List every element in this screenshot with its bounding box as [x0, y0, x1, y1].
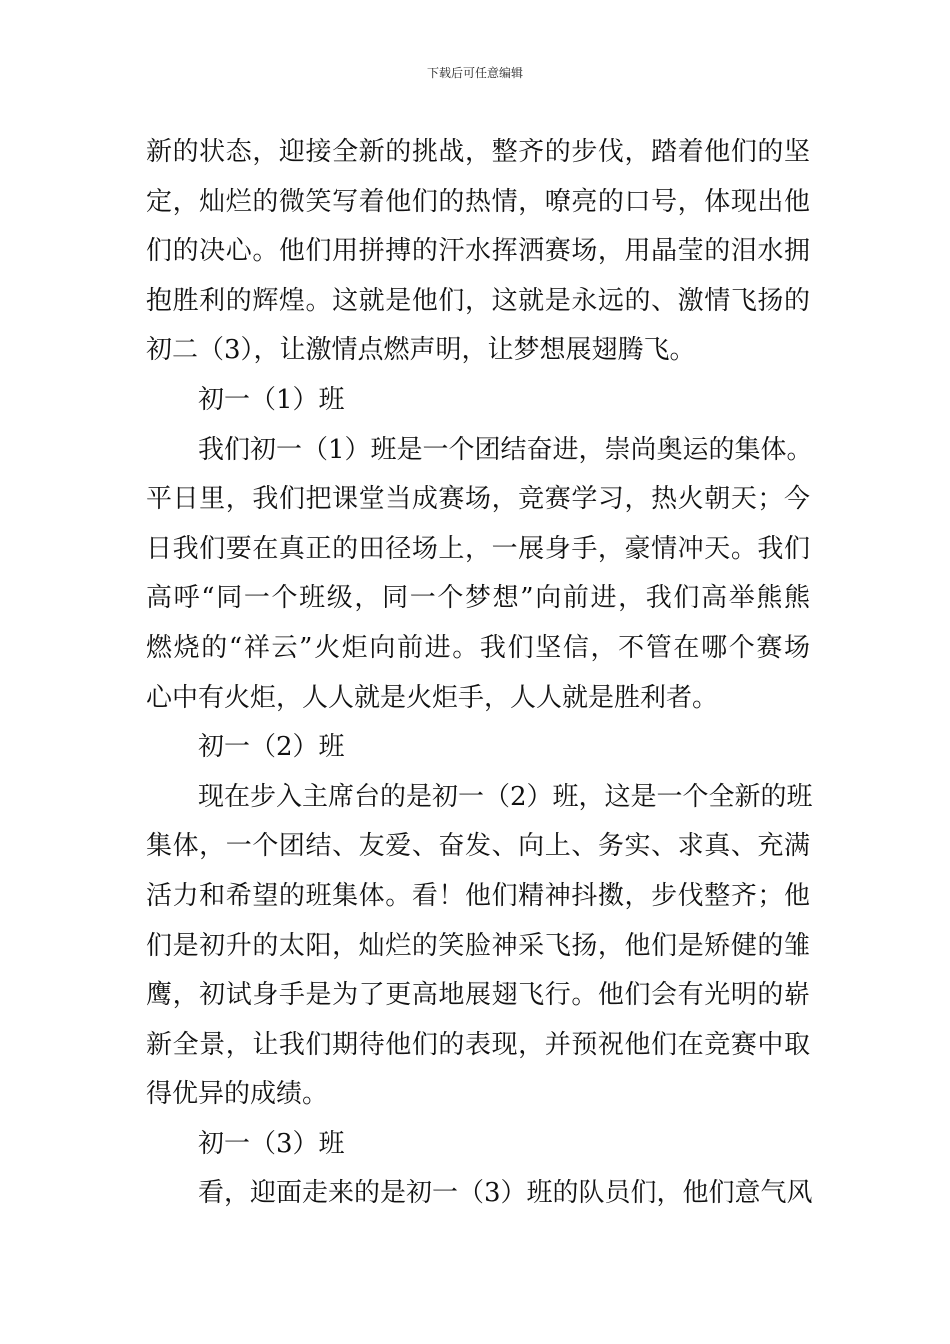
paragraph-line: 新全景，让我们期待他们的表现，并预祝他们在竞赛中取 [146, 1029, 810, 1060]
paragraph-line: 看，迎面走来的是初一（3）班的队员们，他们意气风 [198, 1178, 813, 1209]
paragraph-line: 现在步入主席台的是初一（2）班，这是一个全新的班 [198, 781, 813, 812]
section-heading: 初一（1）班 [198, 384, 345, 415]
paragraph-line: 高呼“同一个班级，同一个梦想”向前进，我们高举熊熊 [146, 583, 810, 614]
paragraph-line: 日我们要在真正的田径场上，一展身手，豪情冲天。我们 [146, 533, 810, 564]
section-heading: 初一（3）班 [198, 1128, 345, 1159]
paragraph-line: 定，灿烂的微笑写着他们的热情，嘹亮的口号，体现出他 [146, 186, 810, 217]
paragraph-line: 集体，一个团结、友爱、奋发、向上、务实、求真、充满 [146, 831, 810, 862]
paragraph-line: 新的状态，迎接全新的挑战，整齐的步伐，踏着他们的坚 [146, 137, 810, 167]
paragraph-line: 活力和希望的班集体。看！他们精神抖擞，步伐整齐；他 [146, 880, 810, 911]
paragraph-line: 平日里，我们把课堂当成赛场，竞赛学习，热火朝天；今 [146, 484, 810, 515]
section-heading: 初一（2）班 [198, 732, 345, 763]
page-header: 下载后可任意编辑 [426, 66, 523, 80]
paragraph-line: 们的决心。他们用拼搏的汗水挥洒赛场，用晶莹的泪水拥 [146, 236, 810, 267]
paragraph-line: 我们初一（1）班是一个团结奋进，崇尚奥运的集体。 [198, 434, 813, 465]
paragraph-line: 得优异的成绩。 [146, 1079, 329, 1110]
paragraph-line: 燃烧的“祥云”火炬向前进。我们坚信，不管在哪个赛场 [146, 632, 810, 663]
paragraph-line: 鹰，初试身手是为了更高地展翅飞行。他们会有光明的崭 [146, 980, 810, 1011]
paragraph-line: 抱胜利的辉煌。这就是他们，这就是永远的、激情飞扬的 [146, 285, 810, 316]
paragraph-line: 初二（3），让激情点燃声明，让梦想展翅腾飞。 [146, 335, 696, 366]
document-body [146, 128, 813, 1219]
paragraph-line: 心中有火炬，人人就是火炬手，人人就是胜利者。 [146, 682, 719, 713]
paragraph-line: 们是初升的太阳，灿烂的笑脸神采飞扬，他们是矫健的雏 [146, 930, 810, 961]
